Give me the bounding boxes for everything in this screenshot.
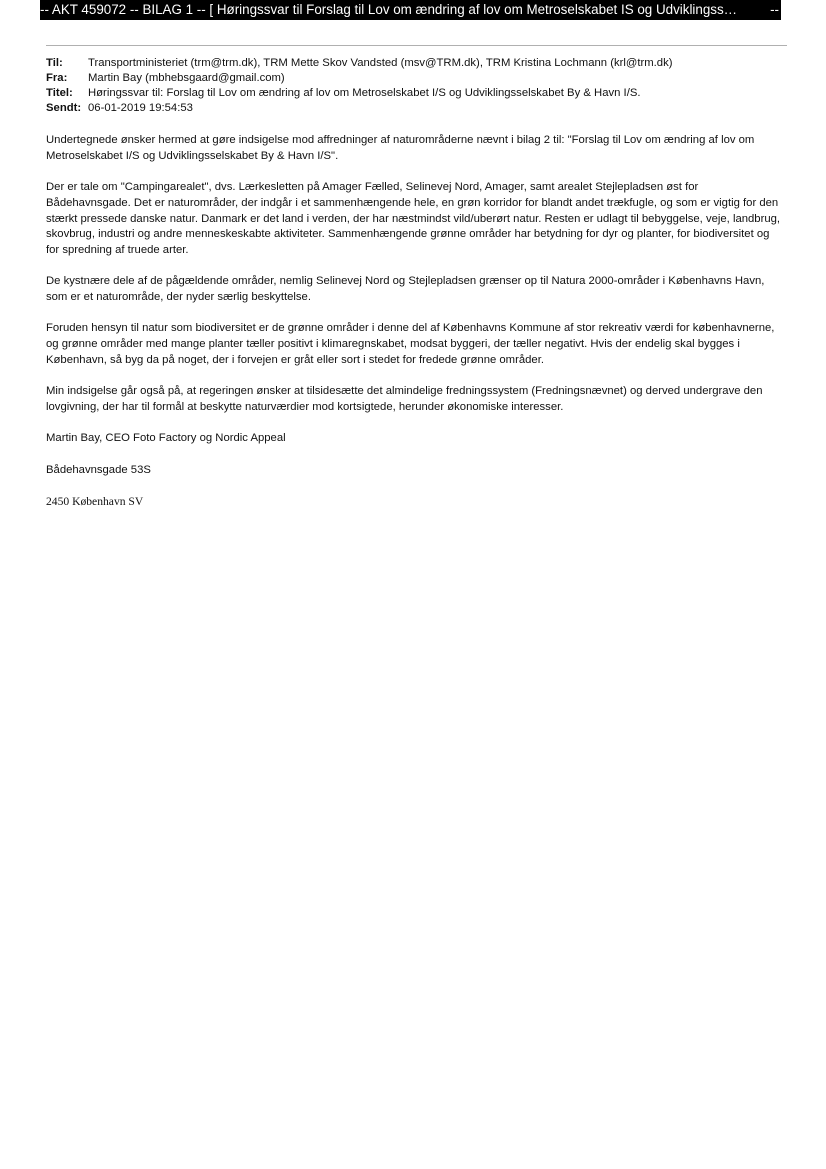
body-paragraph-2: Der er tale om "Campingarealet", dvs. Lærkesletten på Amager Fælled, Selinevej Nord, Amager, samt arealet Stejlepladsen øst for Bådehavnsgade. Det er naturområder, der indgår i et sammenhængende hele, en grøn korridor for blandt andet trækfugle, og som er vigtig for den stærkt pressede danske natur. Danmark er det land i verden, der har næstmindst vild/uberørt natur. Resten er udlagt til bebyggelse, veje, landbrug, skovbrug, industri og andre menneskeskabte aktiviteter. Sammenhængende grønne områder har betydning for dyr og planter, for biodiversitet og for spredning af truede arter.: [46, 181, 781, 256]
email-body: [46, 133, 782, 525]
body-paragraph-1: Undertegnede ønsker hermed at gøre indsigelse mod affredninger af naturområderne nævnt i bilag 2 til: "Forslag til Lov om ændring af lov om Metroselskabet I/S og Udviklingsselskabet By & Havn I/S".: [46, 134, 755, 162]
from-label: Fra:: [46, 72, 68, 84]
body-paragraph-4: Foruden hensyn til natur som biodiversitet er de grønne områder i denne del af Københavns Kommune af stor rekreativ værdi for københavnerne, og grønne områder med mange planter tæller positivt i klimaregnskabet, modsat byggeri, der tæller negativt. Hvis der endelig skal bygges i København, så byg da på noget, der i forvejen er gråt eller sort i stedet for fredede grønne områder.: [46, 322, 775, 366]
sent-row: [46, 101, 786, 116]
signature-street: Bådehavnsgade 53S: [46, 463, 151, 476]
title-label: Titel:: [46, 87, 73, 99]
to-label: Til:: [46, 57, 63, 69]
from-row: [46, 71, 786, 86]
title-row: [46, 86, 786, 101]
signature-city: 2450 København SV: [46, 495, 144, 509]
from-value: Martin Bay (mbhebsgaard@gmail.com): [88, 72, 285, 84]
body-paragraph-5: Min indsigelse går også på, at regeringen ønsker at tilsidesætte det almindelige fredningssystem (Fredningsnævnet) og derved undergrave den lovgivning, der har til formål at beskytte naturværdier mod kortsigtede, herunder økonomiske interesser.: [46, 385, 763, 413]
sent-value: 06-01-2019 19:54:53: [88, 102, 193, 114]
signature-name: Martin Bay, CEO Foto Factory og Nordic Appeal: [46, 432, 286, 445]
email-header: [46, 56, 786, 116]
sent-label: Sendt:: [46, 102, 82, 114]
document-banner: [40, 0, 781, 20]
header-divider: [46, 45, 787, 46]
title-value: Høringssvar til: Forslag til Lov om ændring af lov om Metroselskabet I/S og Udviklingsselskabet By & Havn I/S.: [88, 87, 641, 99]
body-paragraph-3: De kystnære dele af de pågældende områder, nemlig Selinevej Nord og Stejlepladsen grænser op til Natura 2000-områder i Københavns Havn, som er et naturområde, der nyder særlig beskyttelse.: [46, 275, 765, 303]
banner-text: -- AKT 459072 -- BILAG 1 -- [ Høringssvar til Forslag til Lov om ændring af lov om Metroselskabet IS og Udviklingss…: [40, 2, 738, 17]
signature: [46, 431, 782, 509]
to-row: [46, 56, 786, 71]
banner-tail: --: [770, 2, 779, 17]
to-value: Transportministeriet (trm@trm.dk), TRM Mette Skov Vandsted (msv@TRM.dk), TRM Kristina Lochmann (krl@trm.dk): [88, 57, 673, 69]
